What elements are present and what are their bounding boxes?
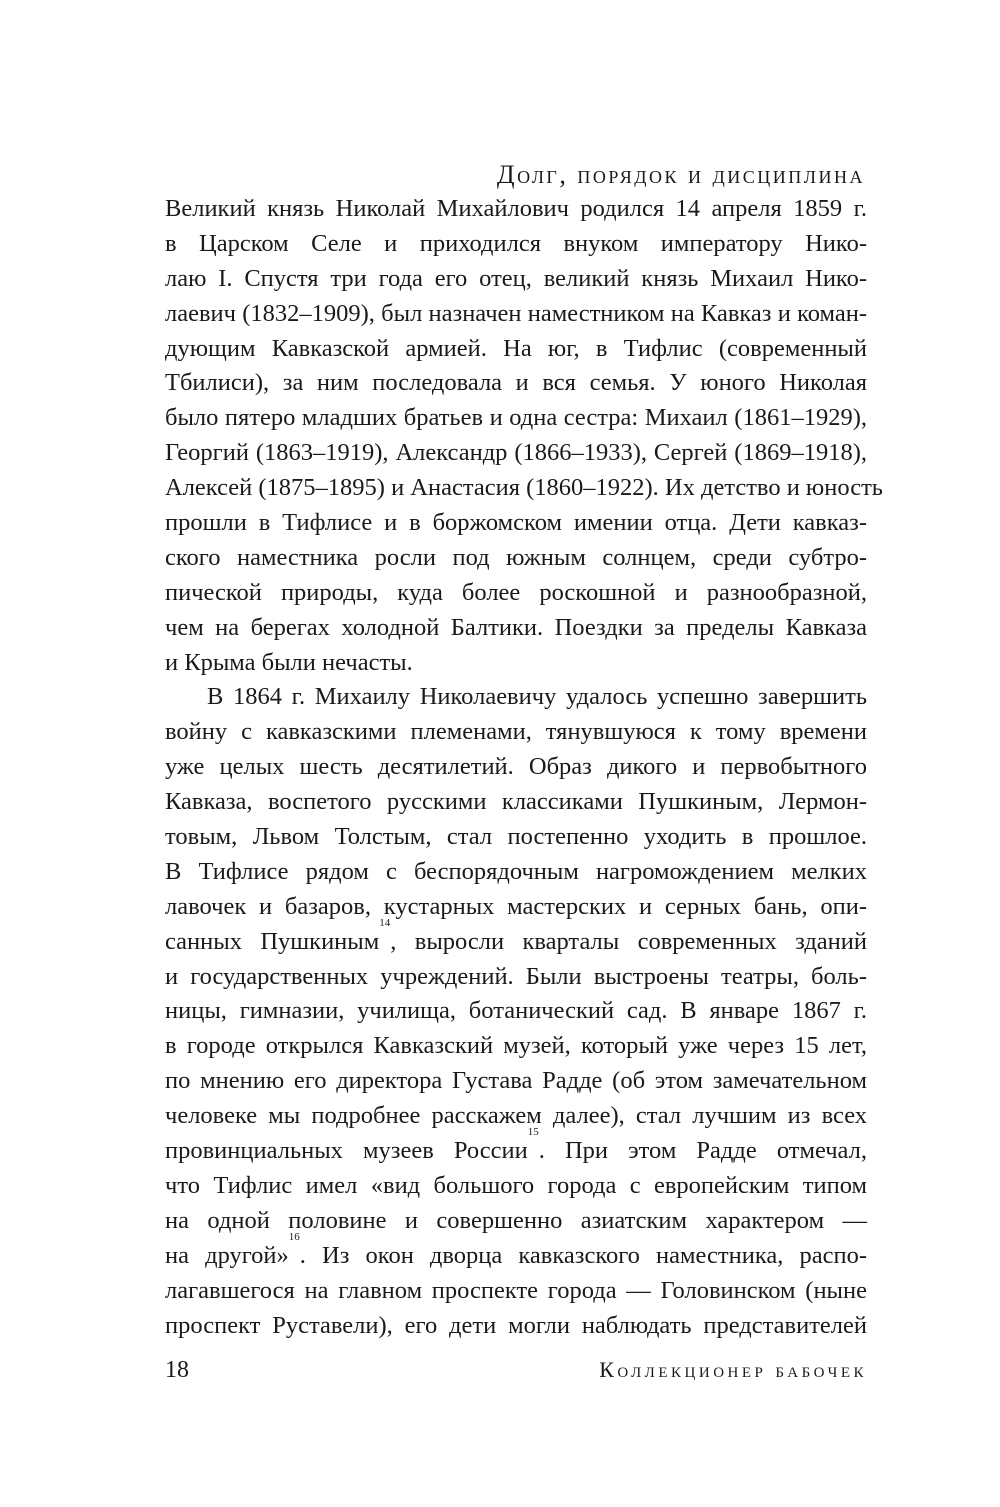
line-text: Кавказа, воспетого русскими классиками Пушкиным, Лермон- bbox=[165, 788, 867, 816]
line-text: в Царском Селе и приходился внуком императору Нико- bbox=[165, 229, 867, 257]
text-line bbox=[165, 506, 867, 541]
text-line bbox=[165, 994, 867, 1029]
text-line bbox=[165, 611, 867, 646]
line-text: прошли в Тифлисе и в боржомском имении отца. Дети кавказ- bbox=[165, 509, 867, 537]
line-text: дующим Кавказской армией. На юг, в Тифлис (современный bbox=[165, 334, 867, 362]
line-text: и государственных учреждений. Были выстроены театры, боль- bbox=[165, 962, 867, 990]
line-text: лавочек и базаров, кустарных мастерских и серных бань, опи- bbox=[165, 892, 867, 920]
text-line bbox=[165, 1126, 867, 1169]
line-text: чем на берегах холодной Балтики. Поездки за пределы Кавказа bbox=[165, 613, 867, 641]
text-line bbox=[165, 1169, 867, 1204]
text-line bbox=[165, 1274, 867, 1309]
text-line bbox=[165, 1099, 867, 1134]
text-line bbox=[165, 541, 867, 576]
text-line bbox=[165, 401, 867, 436]
text-line bbox=[165, 960, 867, 995]
body-text bbox=[165, 192, 883, 1343]
footnote-marker: 14 bbox=[379, 916, 391, 929]
paragraph bbox=[165, 680, 867, 1343]
text-line bbox=[165, 646, 867, 681]
text-line bbox=[165, 785, 867, 820]
footnote-marker: 16 bbox=[288, 1230, 300, 1243]
text-line bbox=[165, 332, 867, 367]
line-text: ского наместника росли под южным солнцем, среди субтро- bbox=[165, 543, 867, 571]
text-line bbox=[165, 890, 867, 925]
line-text: по мнению его директора Густава Радде (об этом замечательном bbox=[165, 1067, 867, 1095]
text-line bbox=[165, 1309, 867, 1344]
line-text: Георгий (1863–1919), Александр (1866–1933), Сергей (1869–1918), bbox=[165, 439, 867, 467]
text-line bbox=[165, 1029, 867, 1064]
line-text: товым, Львом Толстым, стал постепенно уходить в прошлое. bbox=[165, 823, 867, 851]
text-line bbox=[165, 576, 867, 611]
text-line bbox=[165, 820, 867, 855]
line-text-continued: . Из окон дворца кавказского наместника, распо- bbox=[299, 1241, 867, 1269]
line-text: Тбилиси), за ним последовала и вся семья. У юного Николая bbox=[165, 369, 867, 397]
line-text: что Тифлис имел «вид большого города с европейским типом bbox=[165, 1171, 867, 1199]
line-text: ницы, гимназии, училища, ботанический сад. В январе 1867 г. bbox=[165, 997, 867, 1025]
text-line bbox=[165, 436, 867, 471]
line-text: санных Пушкиным bbox=[165, 927, 380, 955]
page-number: 18 bbox=[165, 1357, 189, 1383]
line-text: В 1864 г. Михаилу Николаевичу удалось успешно завершить bbox=[207, 683, 867, 711]
paragraph bbox=[165, 192, 883, 680]
running-head: Коллекционер бабочек bbox=[599, 1357, 867, 1382]
line-text: войну с кавказскими племенами, тянувшуюся к тому времени bbox=[165, 718, 867, 746]
line-text: на одной половине и совершенно азиатским характером — bbox=[165, 1206, 867, 1234]
text-line bbox=[165, 192, 867, 227]
line-text: и Крыма были нечасты. bbox=[165, 648, 413, 676]
text-line bbox=[165, 297, 867, 332]
text-line bbox=[165, 471, 883, 506]
line-text: Алексей (1875–1895) и Анастасия (1860–1922). Их детство и юность bbox=[165, 474, 883, 502]
line-text: на другой» bbox=[165, 1241, 289, 1269]
text-line bbox=[165, 366, 867, 401]
text-line bbox=[165, 855, 867, 890]
line-text: было пятеро младших братьев и одна сестра: Михаил (1861–1929), bbox=[165, 404, 867, 432]
line-text: В Тифлисе рядом с беспорядочным нагромождением мелких bbox=[165, 857, 867, 885]
line-text: в городе открылся Кавказский музей, который уже через 15 лет, bbox=[165, 1032, 867, 1060]
paragraphs bbox=[165, 192, 883, 1343]
line-text: лагавшегося на главном проспекте города — Головинском (ныне bbox=[165, 1276, 867, 1304]
text-line bbox=[165, 262, 867, 297]
text-line bbox=[165, 1064, 867, 1099]
line-text: лаевич (1832–1909), был назначен наместником на Кавказ и коман- bbox=[165, 299, 867, 327]
line-text: провинциальных музеев России bbox=[165, 1137, 528, 1165]
text-line bbox=[165, 1204, 867, 1239]
text-line bbox=[165, 916, 867, 960]
text-line bbox=[165, 680, 867, 715]
line-text: пической природы, куда более роскошной и разнообразной, bbox=[165, 578, 867, 606]
line-text-continued: . При этом Радде отмечал, bbox=[538, 1137, 867, 1165]
section-title: Долг, порядок и дисциплина bbox=[496, 160, 865, 189]
text-line bbox=[165, 227, 867, 262]
line-text-continued: , выросли кварталы современных зданий bbox=[390, 927, 867, 955]
text-line bbox=[165, 1230, 867, 1274]
line-text: Великий князь Николай Михайлович родился 14 апреля 1859 г. bbox=[165, 195, 867, 222]
line-text: проспект Руставели), его дети могли наблюдать представителей bbox=[165, 1311, 867, 1339]
text-line bbox=[165, 715, 867, 750]
text-line bbox=[165, 750, 867, 785]
line-text: лаю I. Спустя три года его отец, великий князь Михаил Нико- bbox=[165, 264, 867, 292]
line-text: человеке мы подробнее расскажем далее), стал лучшим из всех bbox=[165, 1102, 867, 1130]
line-text: уже целых шесть десятилетий. Образ дикого и первобытного bbox=[165, 753, 867, 781]
footnote-marker: 15 bbox=[527, 1126, 539, 1139]
